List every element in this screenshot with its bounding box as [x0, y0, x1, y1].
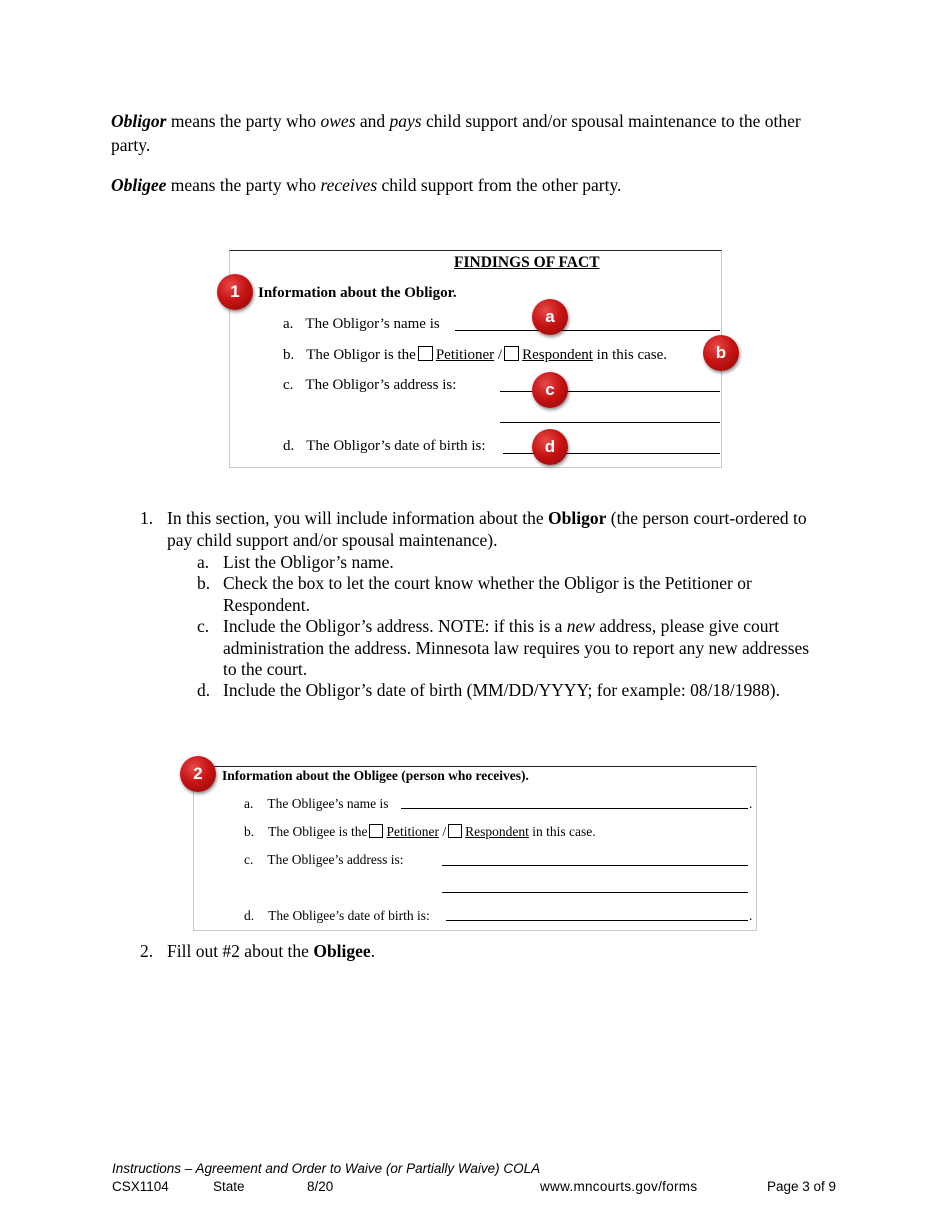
petitioner-label: Petitioner — [386, 824, 439, 839]
text: child support from the other party. — [377, 175, 622, 195]
new-emphasis: new — [566, 616, 595, 636]
footer-date: 8/20 — [307, 1179, 334, 1194]
owes-emphasis: owes — [320, 111, 356, 131]
obligor-item-d — [283, 438, 486, 455]
item-letter: b. — [283, 347, 295, 363]
pays-emphasis: pays — [389, 111, 422, 131]
item-text — [223, 616, 823, 681]
petitioner-checkbox[interactable] — [369, 824, 383, 838]
callout-badge-c: c — [532, 372, 568, 408]
instruction-number: 1. — [140, 508, 154, 528]
instruction-1 — [140, 508, 830, 551]
obligor-name-line[interactable] — [455, 330, 720, 331]
obligor-definition — [111, 109, 826, 157]
item-letter: d. — [197, 680, 211, 700]
item-letter: c. — [244, 852, 254, 867]
item-text: The Obligor’s address is: — [305, 377, 457, 393]
instruction-2 — [140, 941, 830, 963]
item-letter: a. — [244, 796, 254, 811]
obligor-section-title: Information about the Obligor. — [258, 285, 457, 301]
text: address, please give court administration the address. Minnesota law requires you to report any new addresses to the court. — [223, 616, 810, 679]
instruction-number: 2. — [140, 941, 154, 961]
separator: / — [497, 347, 503, 363]
item-text: The Obligor’s name is — [305, 316, 440, 332]
item-letter: c. — [197, 616, 210, 636]
period: . — [749, 908, 753, 923]
text: (the person court-ordered to pay child support and/or spousal maintenance). — [167, 508, 807, 550]
obligee-dob-line[interactable] — [446, 920, 748, 921]
text: means the party who — [166, 111, 321, 131]
item-letter: b. — [244, 824, 255, 839]
item-letter: a. — [197, 552, 210, 572]
obligor-bold: Obligor — [548, 508, 607, 528]
item-letter: c. — [283, 377, 294, 393]
footer-url[interactable]: www.mncourts.gov/forms — [540, 1179, 698, 1194]
respondent-label: Respondent — [465, 824, 529, 839]
instruction-1a — [197, 552, 827, 574]
text: . — [370, 941, 376, 961]
obligee-section-title: Information about the Obligee (person who receives). — [222, 768, 529, 783]
item-text: Check the box to let the court know whether the Obligor is the Petitioner or Respondent. — [223, 573, 752, 615]
item-text: Include the Obligor’s date of birth (MM/DD/YYYY; for example: 08/18/1988). — [223, 680, 780, 700]
item-text: The Obligee is the — [268, 824, 368, 839]
item-text: The Obligor’s date of birth is: — [306, 438, 486, 454]
obligee-address-line-2[interactable] — [442, 892, 748, 893]
petitioner-checkbox[interactable] — [418, 346, 433, 361]
petitioner-label: Petitioner — [435, 347, 495, 363]
period: . — [749, 796, 753, 811]
separator: / — [442, 824, 447, 839]
text: child support and/or spousal maintenance to the other party. — [111, 111, 801, 155]
item-text: The Obligee’s date of birth is: — [268, 908, 430, 923]
item-text: in this case. — [532, 824, 596, 839]
item-text: in this case. — [596, 347, 668, 363]
callout-badge-2: 2 — [180, 756, 216, 792]
respondent-label: Respondent — [522, 347, 593, 363]
item-letter: d. — [244, 908, 255, 923]
item-letter: d. — [283, 438, 295, 454]
callout-badge-b: b — [703, 335, 739, 371]
obligee-bold: Obligee — [313, 941, 371, 961]
item-text: List the Obligor’s name. — [223, 552, 394, 572]
obligor-item-c — [283, 377, 456, 394]
item-text: The Obligee’s address is: — [267, 852, 404, 867]
footer-jurisdiction: State — [213, 1179, 245, 1194]
footer-page-number: Page 3 of 9 — [767, 1179, 837, 1194]
obligee-item-c — [244, 852, 403, 868]
text: Include the Obligor’s address. NOTE: if this is a — [223, 616, 567, 636]
obligee-name-line[interactable] — [401, 808, 748, 809]
obligor-item-a — [283, 316, 440, 333]
obligee-definition — [111, 173, 826, 197]
obligee-form-excerpt — [193, 766, 757, 931]
instruction-1c — [197, 616, 827, 681]
instruction-1b — [197, 573, 827, 616]
text: and — [355, 111, 390, 131]
obligor-term: Obligor — [111, 111, 167, 131]
instruction-1d — [197, 680, 837, 702]
footer-title: Instructions – Agreement and Order to Waive (or Partially Waive) COLA — [112, 1161, 541, 1176]
receives-emphasis: receives — [320, 175, 378, 195]
obligee-term: Obligee — [111, 175, 167, 195]
footer-form-code: CSX1104 — [112, 1179, 169, 1194]
callout-badge-1: 1 — [217, 274, 253, 310]
respondent-checkbox[interactable] — [448, 824, 462, 838]
callout-badge-d: d — [532, 429, 568, 465]
text: Fill out #2 about the — [167, 941, 314, 961]
item-text: The Obligor is the — [306, 347, 416, 363]
text: In this section, you will include information about the — [167, 508, 549, 528]
obligor-item-b — [283, 346, 667, 364]
respondent-checkbox[interactable] — [504, 346, 519, 361]
item-text: The Obligee’s name is — [267, 796, 389, 811]
findings-heading: FINDINGS OF FACT — [454, 254, 600, 271]
text: means the party who — [166, 175, 321, 195]
obligee-item-a — [244, 796, 388, 812]
obligee-item-b — [244, 824, 596, 840]
obligee-address-line-1[interactable] — [442, 865, 748, 866]
item-letter: a. — [283, 316, 294, 332]
obligee-item-d — [244, 908, 430, 924]
obligor-address-line-2[interactable] — [500, 422, 720, 423]
item-letter: b. — [197, 573, 211, 593]
callout-badge-a: a — [532, 299, 568, 335]
